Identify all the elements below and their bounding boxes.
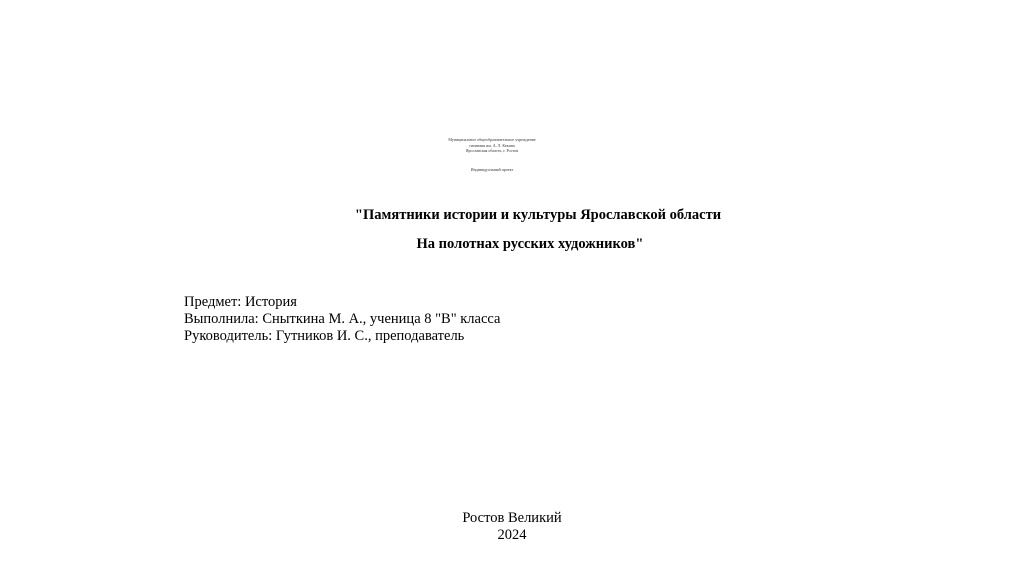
header-spacer: [392, 154, 592, 167]
subject-line: Предмет: История: [184, 294, 297, 310]
document-title-line-1: "Памятники истории и культуры Ярославской области: [354, 207, 722, 223]
document-title-line-2: На полотнах русских художников": [416, 236, 644, 252]
supervisor-line: Руководитель: Гутников И. С., преподаватель: [184, 328, 465, 344]
year: 2024: [497, 527, 527, 543]
project-type: Индивидуальный проект: [470, 166, 514, 172]
city: Ростов Великий: [462, 510, 562, 526]
institution-line-3: Ярославская область, г. Ростов: [465, 148, 519, 153]
author-line: Выполнила: Сныткина М. А., ученица 8 "В" класса: [184, 311, 501, 327]
institution-line-2: гимназия им. А. Л. Кекина: [469, 142, 515, 148]
project-info: [184, 294, 500, 345]
institution-line-1: Муниципальное общеобразовательное учреждение: [448, 137, 536, 142]
institution-header: [392, 137, 592, 172]
place-and-year: [412, 510, 612, 544]
